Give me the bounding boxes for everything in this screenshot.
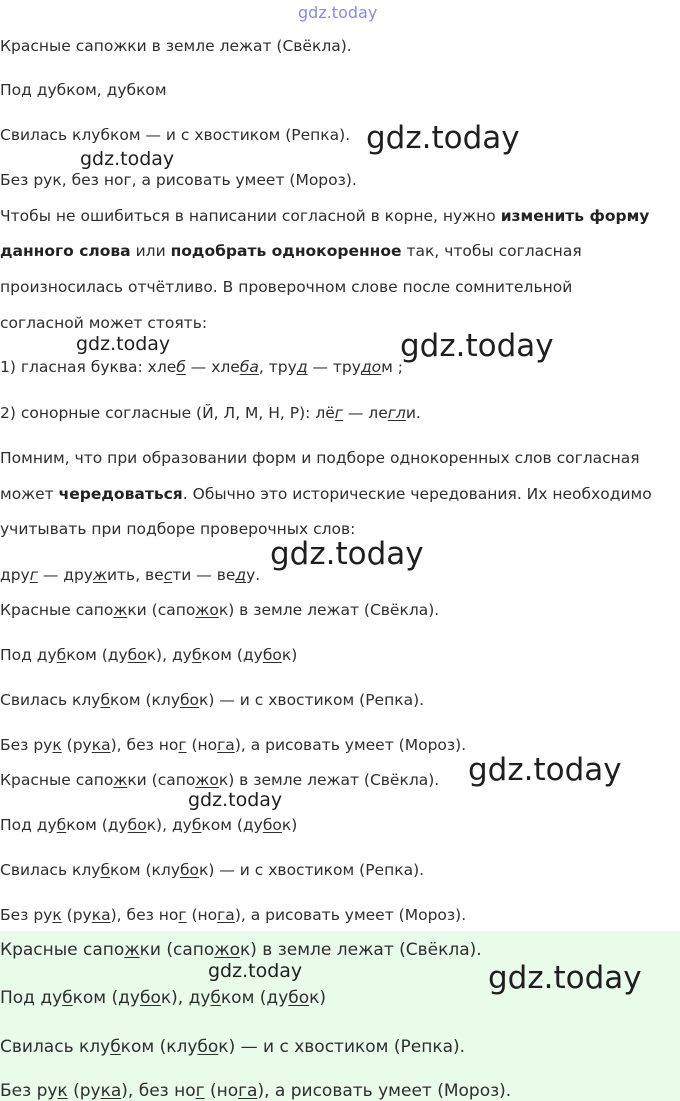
- remember-line-3: учитывать при подборе проверочных слов:: [0, 520, 356, 538]
- remember-line-2: может чередоваться. Обычно это исторические чередования. Их необходимо: [0, 485, 652, 503]
- rule-line-4: согласной может стоять:: [0, 314, 208, 332]
- watermark: gdz.today: [80, 148, 175, 170]
- rule-line-3: произносилась отчётливо. В проверочном слове после сомнительной: [0, 278, 573, 296]
- checked-riddle-2-copy: Под дубком (дубок), дубком (дубок): [0, 816, 298, 834]
- watermark: gdz.today: [208, 960, 303, 982]
- list-item-1: 1) гласная буква: хлеб — хлеба, труд — трудом ;: [0, 358, 403, 376]
- alternation-examples: друг — дружить, вести — веду.: [0, 566, 261, 584]
- watermark: gdz.today: [366, 120, 520, 156]
- answer-riddle-4: Без рук (рука), без ног (нога), а рисовать умеет (Мороз).: [0, 1081, 512, 1101]
- rule-line-2: данного слова или подобрать однокоренное так, чтобы согласная: [0, 242, 582, 260]
- list-item-2: 2) сонорные согласные (Й, Л, М, Н, Р): лёг — легли.: [0, 404, 421, 422]
- answer-riddle-1: Красные сапожки (сапожок) в земле лежат (Свёкла).: [0, 940, 482, 960]
- watermark: gdz.today: [468, 752, 622, 788]
- watermark: gdz.today: [188, 789, 283, 811]
- checked-riddle-4: Без рук (рука), без ног (нога), а рисовать умеет (Мороз).: [0, 736, 467, 754]
- watermark: gdz.today: [400, 328, 554, 364]
- checked-riddle-3-copy: Свилась клубком (клубок) — и с хвостиком (Репка).: [0, 861, 425, 879]
- checked-riddle-1: Красные сапожки (сапожок) в земле лежат (Свёкла).: [0, 601, 440, 619]
- checked-riddle-1-copy: Красные сапожки (сапожок) в земле лежат (Свёкла).: [0, 771, 440, 789]
- answer-riddle-3: Свилась клубком (клубок) — и с хвостиком (Репка).: [0, 1037, 466, 1057]
- answer-riddle-2: Под дубком (дубок), дубком (дубок): [0, 988, 327, 1008]
- remember-line-1: Помним, что при образовании форм и подборе однокоренных слов согласная: [0, 449, 640, 467]
- watermark: gdz.today: [76, 333, 171, 355]
- checked-riddle-3: Свилась клубком (клубок) — и с хвостиком (Репка).: [0, 691, 425, 709]
- watermark: gdz.today: [270, 536, 424, 572]
- watermark: gdz.today: [488, 960, 642, 996]
- checked-riddle-2: Под дубком (дубок), дубком (дубок): [0, 646, 298, 664]
- riddle-3: Свилась клубком — и с хвостиком (Репка).: [0, 126, 351, 144]
- rule-line-1: Чтобы не ошибиться в написании согласной в корне, нужно изменить форму: [0, 207, 650, 225]
- riddle-2: Под дубком, дубком: [0, 81, 167, 99]
- riddle-1: Красные сапожки в земле лежат (Свёкла).: [0, 37, 352, 55]
- checked-riddle-4-copy: Без рук (рука), без ног (нога), а рисовать умеет (Мороз).: [0, 906, 467, 924]
- riddle-4: Без рук, без ног, а рисовать умеет (Мороз).: [0, 171, 357, 189]
- top-watermark: gdz.today: [298, 3, 378, 22]
